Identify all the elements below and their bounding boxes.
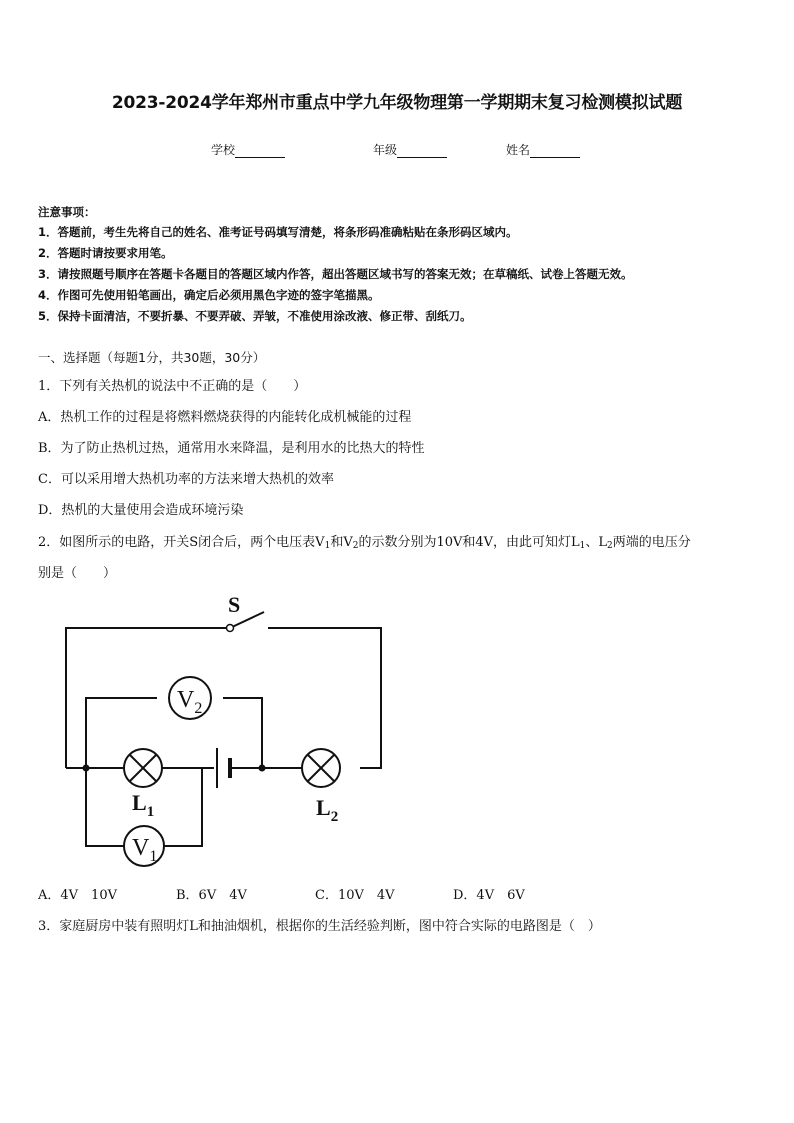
q2-stem-line2: 别是（ ）	[38, 566, 117, 581]
q2-sub: 1	[579, 541, 586, 551]
grade-label: 年级	[373, 143, 398, 157]
name-blank[interactable]	[530, 145, 580, 158]
q2-stem-part: 和V	[330, 535, 353, 550]
note-item: 1．答题前，考生先将自己的姓名、准考证号码填写清楚，将条形码准确粘贴在条形码区域内。	[38, 225, 518, 239]
name-field[interactable]	[506, 141, 580, 158]
q2-stem-part: 的示数分别为10V和4V，由此可知灯L	[358, 535, 580, 550]
school-blank[interactable]	[235, 145, 285, 158]
note-item: 4．作图可先使用铅笔画出，确定后必须用黑色字迹的签字笔描黑。	[38, 288, 380, 302]
grade-field[interactable]	[373, 141, 447, 158]
switch-contact	[227, 625, 234, 632]
grade-blank[interactable]	[397, 145, 447, 158]
q3-stem: 3．家庭厨房中装有照明灯L和抽油烟机，根据你的生活经验判断，图中符合实际的电路图是（ ）	[38, 919, 601, 934]
v1-label: V	[132, 835, 150, 861]
name-label: 姓名	[506, 143, 531, 157]
q1-option-c[interactable]: C．可以采用增大热机功率的方法来增大热机的效率	[38, 472, 334, 487]
q2-stem-part: 两端的电压分	[612, 535, 691, 550]
q1-option-a[interactable]: A．热机工作的过程是将燃料燃烧获得的内能转化成机械能的过程	[38, 410, 412, 425]
q2-stem	[38, 531, 691, 551]
l1-label: L	[132, 790, 147, 815]
section-heading: 一、选择题（每题1分，共30题，30分）	[38, 350, 266, 365]
junction-dot	[83, 765, 90, 772]
l2-sub: 2	[330, 809, 339, 825]
q2-sub: 1	[324, 541, 331, 551]
q1-option-b[interactable]: B．为了防止热机过热，通常用水来降温，是利用水的比热大的特性	[38, 441, 425, 456]
notes-heading: 注意事项：	[38, 205, 96, 219]
lamp-l2-icon	[302, 749, 340, 787]
q2-option-c[interactable]: C．10V 4V	[315, 888, 395, 903]
q1-option-d[interactable]: D．热机的大量使用会造成环境污染	[38, 503, 244, 518]
q2-stem-part: 2．如图所示的电路，开关S闭合后，两个电压表V	[38, 535, 325, 550]
wire-v2-right	[223, 698, 262, 768]
v2-sub: 2	[194, 700, 203, 717]
svg-text:L2	[316, 795, 338, 825]
svg-text:L1	[132, 790, 154, 820]
school-label: 学校	[211, 143, 236, 157]
note-item: 3．请按照题号顺序在答题卡各题目的答题区域内作答，超出答题区域书写的答案无效；在草稿纸、试卷上答题无效。	[38, 267, 633, 281]
q2-sub: 2	[352, 541, 359, 551]
switch-label: S	[228, 592, 241, 617]
q2-option-a[interactable]: A．4V 10V	[38, 888, 117, 903]
q2-stem-part: 、L	[585, 535, 608, 550]
wire-v1-left	[86, 768, 125, 846]
junction-dot	[259, 765, 266, 772]
q2-option-d[interactable]: D．4V 6V	[453, 888, 525, 903]
wire-top-right	[268, 628, 381, 768]
page-title: 2023-2024学年郑州市重点中学九年级物理第一学期期末复习检测模拟试题	[111, 93, 683, 113]
wire-v1-right	[163, 768, 202, 846]
q2-option-b[interactable]: B．6V 4V	[176, 888, 247, 903]
lamp-l1-icon	[124, 749, 162, 787]
q2-sub: 2	[607, 541, 613, 551]
note-item: 2．答题时请按要求用笔。	[38, 246, 173, 260]
school-field[interactable]	[211, 141, 285, 158]
circuit-diagram	[40, 590, 400, 870]
v1-sub: 1	[149, 848, 158, 865]
l1-sub: 1	[146, 804, 155, 820]
l2-label: L	[316, 795, 331, 820]
v2-label: V	[177, 687, 195, 713]
note-item: 5．保持卡面清洁，不要折暴、不要弄破、弄皱，不准使用涂改液、修正带、刮纸刀。	[38, 309, 472, 323]
q1-stem: 1．下列有关热机的说法中不正确的是（ ）	[38, 379, 307, 394]
